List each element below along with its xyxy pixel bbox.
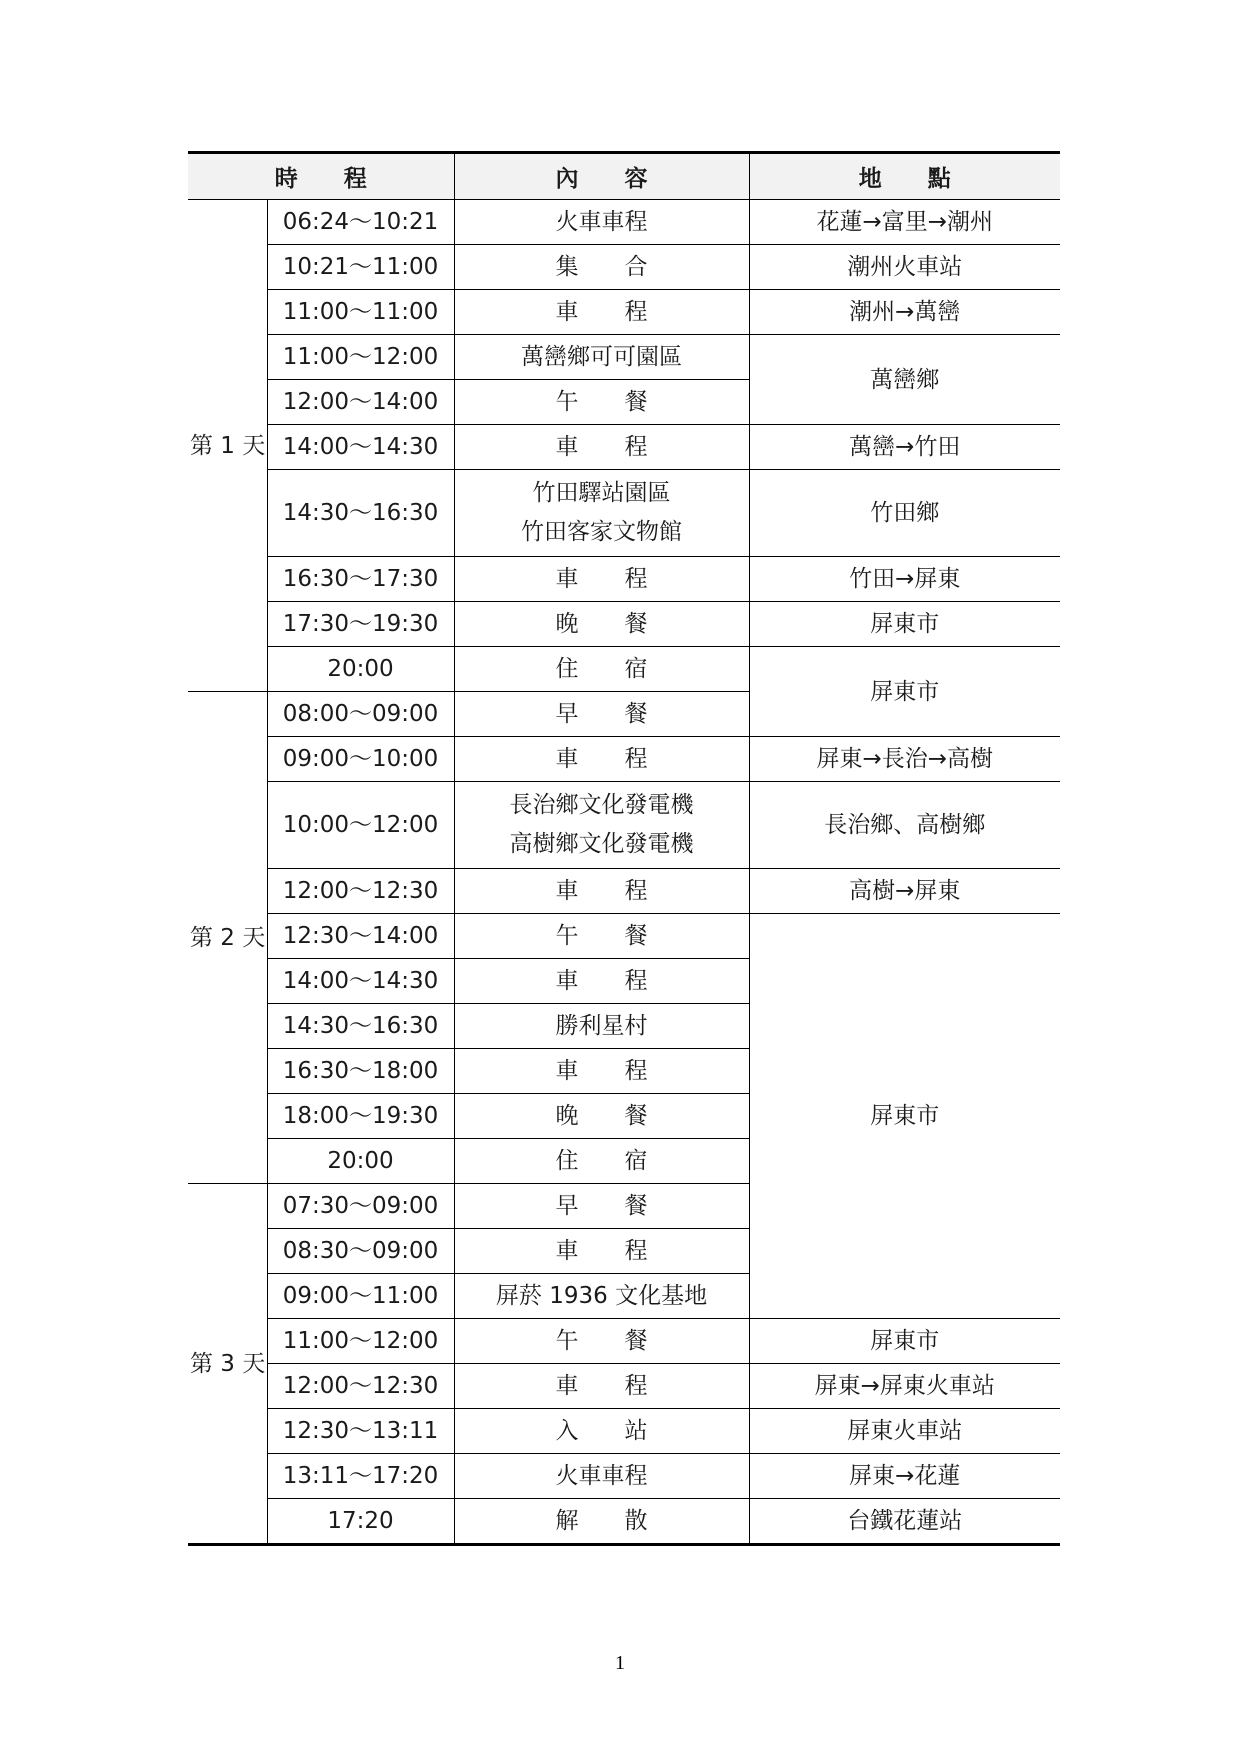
place-cell: 屏東→花蓮 bbox=[749, 1454, 1060, 1499]
place-cell: 屏東市 bbox=[749, 602, 1060, 647]
activity-cell: 晚 餐 bbox=[454, 1094, 749, 1139]
time-cell: 12:00～14:00 bbox=[267, 380, 454, 425]
activity-cell: 火車車程 bbox=[454, 200, 749, 245]
time-cell: 20:00 bbox=[267, 1139, 454, 1184]
table-row bbox=[188, 470, 1060, 557]
itinerary-table bbox=[188, 151, 1060, 1546]
time-cell: 12:30～13:11 bbox=[267, 1409, 454, 1454]
time-cell: 10:00～12:00 bbox=[267, 782, 454, 869]
time-cell: 10:21～11:00 bbox=[267, 245, 454, 290]
place-cell: 屏東市 bbox=[749, 914, 1060, 1319]
time-cell: 06:24～10:21 bbox=[267, 200, 454, 245]
time-cell: 20:00 bbox=[267, 647, 454, 692]
time-cell: 07:30～09:00 bbox=[267, 1184, 454, 1229]
time-cell: 14:30～16:30 bbox=[267, 1004, 454, 1049]
header-row bbox=[188, 153, 1060, 200]
activity-cell: 解 散 bbox=[454, 1499, 749, 1545]
table-row bbox=[188, 335, 1060, 380]
table-row bbox=[188, 245, 1060, 290]
activity-cell: 午 餐 bbox=[454, 1319, 749, 1364]
place-cell: 長治鄉、高樹鄉 bbox=[749, 782, 1060, 869]
place-cell: 竹田→屏東 bbox=[749, 557, 1060, 602]
time-cell: 14:30～16:30 bbox=[267, 470, 454, 557]
place-cell: 屏東→屏東火車站 bbox=[749, 1364, 1060, 1409]
header-place: 地 點 bbox=[749, 153, 1060, 200]
time-cell: 17:20 bbox=[267, 1499, 454, 1545]
table-row bbox=[188, 557, 1060, 602]
time-cell: 16:30～17:30 bbox=[267, 557, 454, 602]
place-cell: 花蓮→富里→潮州 bbox=[749, 200, 1060, 245]
activity-cell: 住 宿 bbox=[454, 647, 749, 692]
day-label-2: 第 2 天 bbox=[188, 692, 267, 1184]
time-cell: 12:30～14:00 bbox=[267, 914, 454, 959]
place-cell: 萬巒→竹田 bbox=[749, 425, 1060, 470]
table-row bbox=[188, 914, 1060, 959]
place-cell: 高樹→屏東 bbox=[749, 869, 1060, 914]
day-label-1: 第 1 天 bbox=[188, 200, 267, 692]
time-cell: 17:30～19:30 bbox=[267, 602, 454, 647]
place-cell: 竹田鄉 bbox=[749, 470, 1060, 557]
time-cell: 13:11～17:20 bbox=[267, 1454, 454, 1499]
activity-cell: 車 程 bbox=[454, 737, 749, 782]
time-cell: 12:00～12:30 bbox=[267, 869, 454, 914]
table-row bbox=[188, 1364, 1060, 1409]
time-cell: 12:00～12:30 bbox=[267, 1364, 454, 1409]
activity-cell: 萬巒鄉可可園區 bbox=[454, 335, 749, 380]
place-cell: 潮州→萬巒 bbox=[749, 290, 1060, 335]
activity-cell: 車 程 bbox=[454, 557, 749, 602]
table-row bbox=[188, 602, 1060, 647]
activity-cell: 車 程 bbox=[454, 290, 749, 335]
time-cell: 11:00～12:00 bbox=[267, 1319, 454, 1364]
activity-cell: 竹田驛站園區 竹田客家文物館 bbox=[454, 470, 749, 557]
table-row bbox=[188, 1409, 1060, 1454]
activity-cell: 晚 餐 bbox=[454, 602, 749, 647]
activity-cell: 屏菸 1936 文化基地 bbox=[454, 1274, 749, 1319]
place-cell: 潮州火車站 bbox=[749, 245, 1060, 290]
time-cell: 11:00～11:00 bbox=[267, 290, 454, 335]
place-cell: 屏東市 bbox=[749, 647, 1060, 737]
place-cell: 萬巒鄉 bbox=[749, 335, 1060, 425]
activity-cell: 車 程 bbox=[454, 869, 749, 914]
activity-cell: 火車車程 bbox=[454, 1454, 749, 1499]
header-activity: 內 容 bbox=[454, 153, 749, 200]
activity-cell: 午 餐 bbox=[454, 914, 749, 959]
time-cell: 14:00～14:30 bbox=[267, 425, 454, 470]
activity-cell: 早 餐 bbox=[454, 692, 749, 737]
activity-cell: 午 餐 bbox=[454, 380, 749, 425]
day-label-3: 第 3 天 bbox=[188, 1184, 267, 1545]
table-row bbox=[188, 1499, 1060, 1545]
time-cell: 09:00～10:00 bbox=[267, 737, 454, 782]
time-cell: 16:30～18:00 bbox=[267, 1049, 454, 1094]
activity-cell: 入 站 bbox=[454, 1409, 749, 1454]
activity-cell: 車 程 bbox=[454, 1364, 749, 1409]
header-time: 時 程 bbox=[188, 153, 454, 200]
activity-cell: 車 程 bbox=[454, 425, 749, 470]
time-cell: 14:00～14:30 bbox=[267, 959, 454, 1004]
table-row bbox=[188, 737, 1060, 782]
table-row bbox=[188, 869, 1060, 914]
table-row bbox=[188, 782, 1060, 869]
activity-cell: 早 餐 bbox=[454, 1184, 749, 1229]
time-cell: 11:00～12:00 bbox=[267, 335, 454, 380]
activity-cell: 住 宿 bbox=[454, 1139, 749, 1184]
table-row bbox=[188, 1454, 1060, 1499]
activity-cell: 長治鄉文化發電機 高樹鄉文化發電機 bbox=[454, 782, 749, 869]
time-cell: 08:00～09:00 bbox=[267, 692, 454, 737]
table-row bbox=[188, 1319, 1060, 1364]
table-row bbox=[188, 200, 1060, 245]
activity-cell: 車 程 bbox=[454, 1229, 749, 1274]
page-number: 1 bbox=[615, 1652, 625, 1674]
time-cell: 08:30～09:00 bbox=[267, 1229, 454, 1274]
table-row bbox=[188, 290, 1060, 335]
time-cell: 09:00～11:00 bbox=[267, 1274, 454, 1319]
activity-cell: 車 程 bbox=[454, 1049, 749, 1094]
table-row bbox=[188, 647, 1060, 692]
place-cell: 屏東市 bbox=[749, 1319, 1060, 1364]
activity-cell: 集 合 bbox=[454, 245, 749, 290]
activity-cell: 車 程 bbox=[454, 959, 749, 1004]
place-cell: 屏東→長治→高樹 bbox=[749, 737, 1060, 782]
time-cell: 18:00～19:30 bbox=[267, 1094, 454, 1139]
table-row bbox=[188, 425, 1060, 470]
activity-cell: 勝利星村 bbox=[454, 1004, 749, 1049]
place-cell: 屏東火車站 bbox=[749, 1409, 1060, 1454]
place-cell: 台鐵花蓮站 bbox=[749, 1499, 1060, 1545]
